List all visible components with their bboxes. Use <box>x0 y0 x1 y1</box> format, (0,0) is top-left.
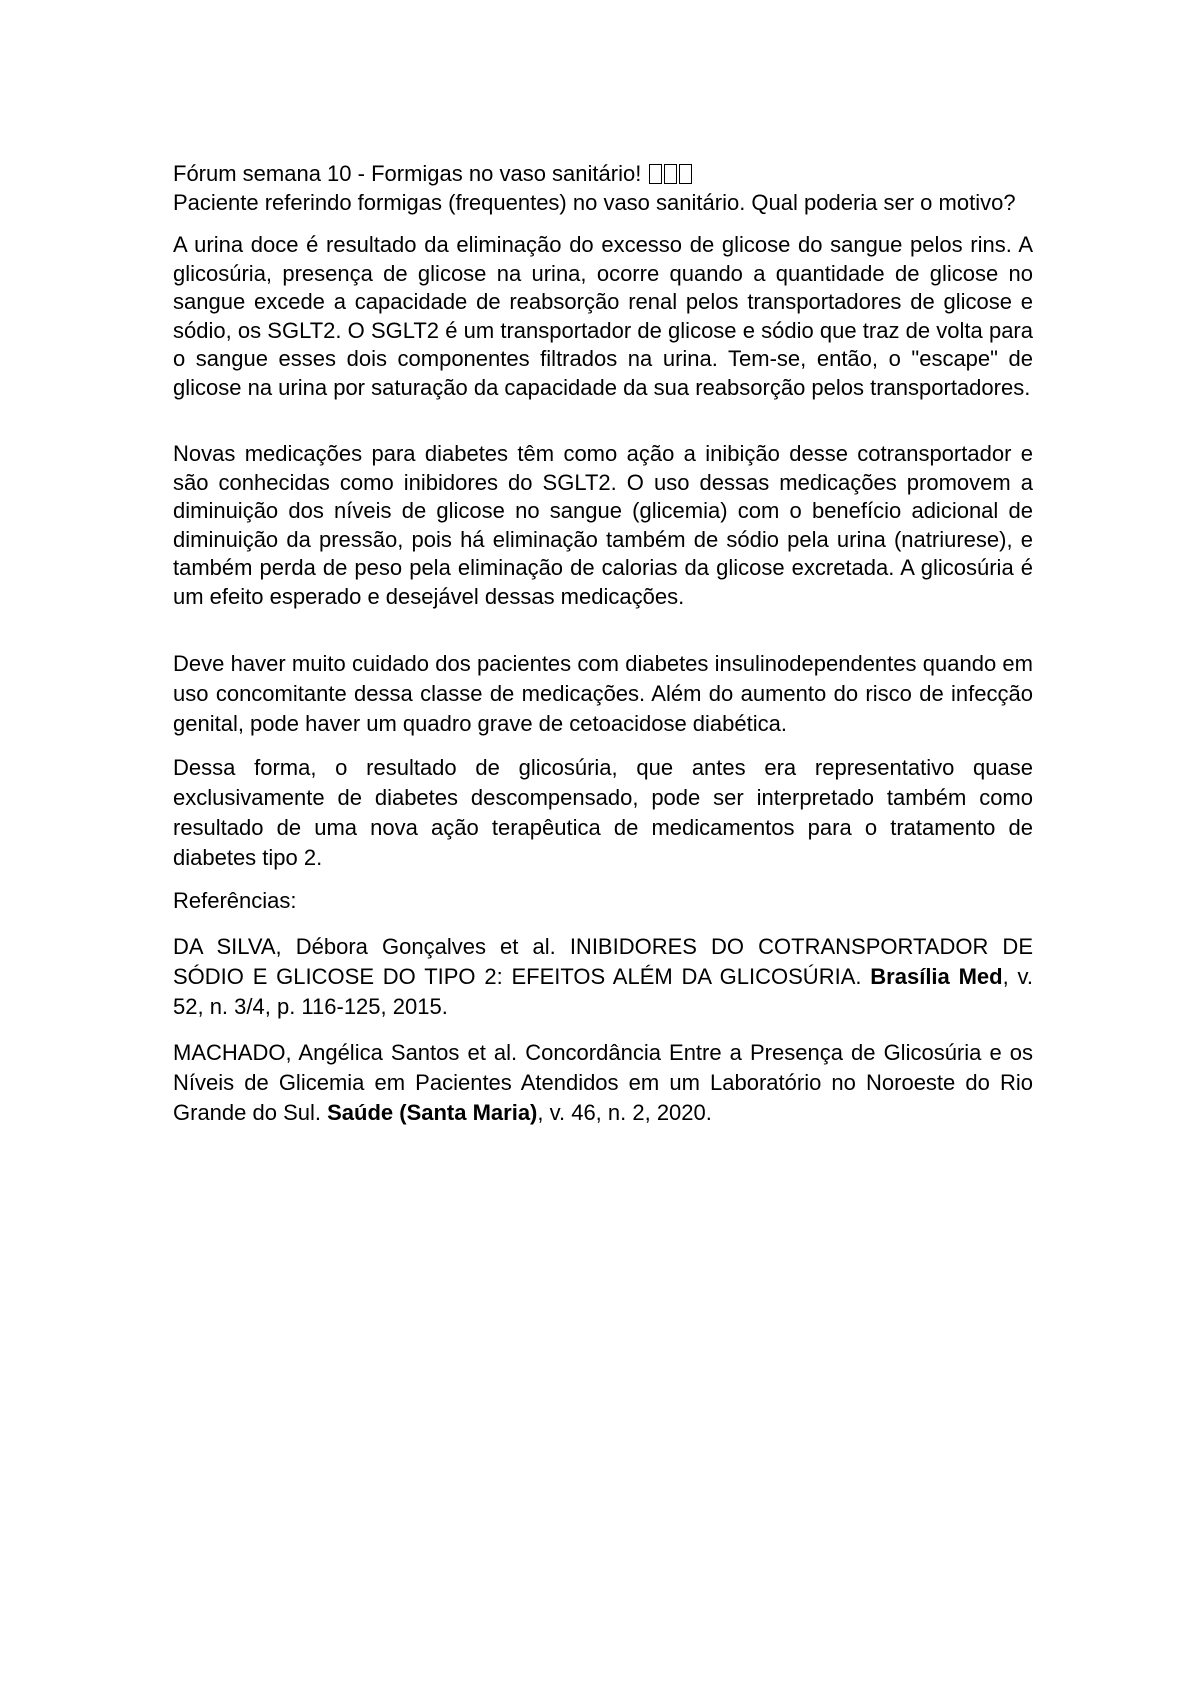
paragraph-conclusion: Dessa forma, o resultado de glicosúria, que antes era representativo quase exclusivamente de diabetes descompensado, pode ser interpretado também como resultado de uma nova ação terapêutica de medicamentos para o tratamento de diabetes tipo 2. <box>173 755 1033 870</box>
reference-text: MACHADO, Angélica Santos et al. Concordância Entre a Presença de Glicosúria e os Níveis de Glicemia em Pacientes Atendidos em um Laboratório no Noroeste do Rio Grande do Sul. <box>173 1039 1033 1125</box>
reference-text: DA SILVA, Débora Gonçalves et al. INIBIDORES DO COTRANSPORTADOR DE SÓDIO E GLICOSE DO TIPO 2: EFEITOS ALÉM DA GLICOSÚRIA. <box>173 933 1033 989</box>
paragraph-caution: Deve haver muito cuidado dos pacientes com diabetes insulinodependentes quando em uso concomitante dessa classe de medicações. Além do aumento do risco de infecção genital, pode haver um quadro grave de cetoacidose diabética. <box>173 651 1033 736</box>
missing-glyph-icon <box>649 164 662 184</box>
reference-details: , v. 52, n. 3/4, p. 116-125, 2015. <box>173 963 1033 1019</box>
intro-question: Paciente referindo formigas (frequentes) no vaso sanitário. Qual poderia ser o motivo? <box>173 189 1016 215</box>
missing-glyph-icon <box>664 164 677 184</box>
references-heading: Referências: <box>173 888 297 913</box>
reference-item <box>173 1038 1033 1128</box>
unknown-emoji-glyphs <box>647 160 692 189</box>
reference-item <box>173 932 1033 1022</box>
missing-glyph-icon <box>679 164 692 184</box>
document-page <box>173 160 1033 1144</box>
document-title <box>173 160 1033 189</box>
reference-journal: Saúde (Santa Maria) <box>327 1099 538 1125</box>
title-text: Fórum semana 10 - Formigas no vaso sanitário! <box>173 161 642 186</box>
paragraph-medications: Novas medicações para diabetes têm como ação a inibição desse cotransportador e são conhecidas como inibidores do SGLT2. O uso dessas medicações promovem a diminuição dos níveis de glicose no sangue (glicemia) com o benefício adicional de diminuição da pressão, pois há eliminação também de sódio pela urina (natriurese), e também perda de peso pela eliminação de calorias da glicose excretada. A glicosúria é um efeito esperado e desejável dessas medicações. <box>173 441 1033 609</box>
reference-details: , v. 46, n. 2, 2020. <box>537 1099 712 1125</box>
reference-journal: Brasília Med <box>870 963 1003 989</box>
paragraph-glicosuria: A urina doce é resultado da eliminação do excesso de glicose do sangue pelos rins. A glicosúria, presença de glicose na urina, ocorre quando a quantidade de glicose no sangue excede a capacidade de reabsorção renal pelos transportadores de glicose e sódio, os SGLT2. O SGLT2 é um transportador de glicose e sódio que traz de volta para o sangue esses dois componentes filtrados na urina. Tem-se, então, o "escape" de glicose na urina por saturação da capacidade da sua reabsorção pelos transportadores. <box>173 232 1033 400</box>
